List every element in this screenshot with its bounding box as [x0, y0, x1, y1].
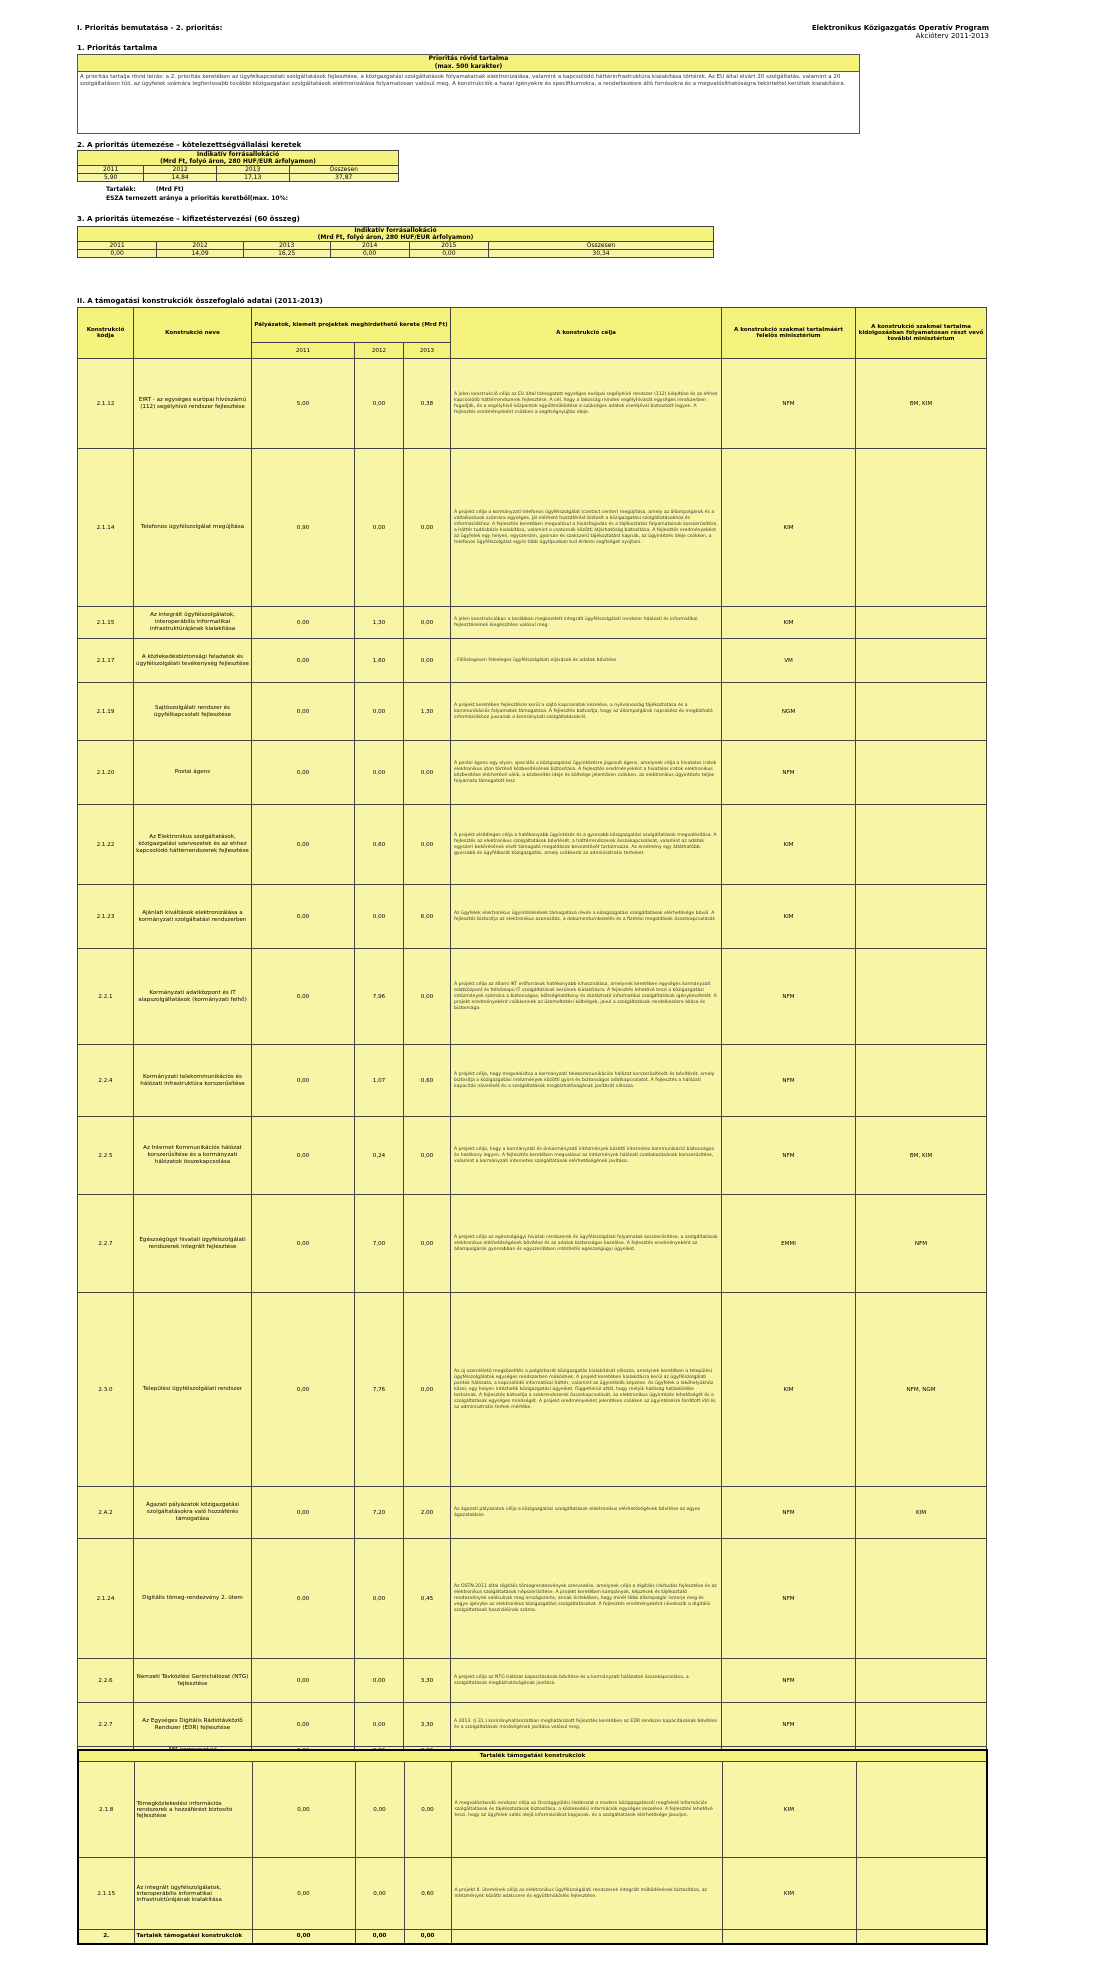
- other-ministry-cell: [856, 1858, 987, 1930]
- value-2012-cell: 0,00: [355, 1858, 404, 1930]
- goal-cell: A jelen konstrukcióban a korábban megkezdett integrált ügyfélszolgálati rendszer hálózati és informatikai fejlesztéseinek kiegészítése valósul meg.: [451, 607, 722, 639]
- other-ministry-cell: NFM: [856, 1195, 987, 1293]
- priority-content-text: A prioritás tartalja rövid leírás: a 2. prioritás keretében az ügyfélkapcsolati szolgáltatások fejlesztése, a közigazgatási szolgáltatások folyamatainak elektronizálása, valamint a kapcsolódó háttérinfrastruktúra kialakítása történik. Az EU által elvárt 20 szolgáltatás, valamint a 20 szolgáltatáson túli, az ügyfelek számára legfontosabb további közigazgatási szolgáltatások elektronizálása folyamatosan valósul meg. A konstrukciók a hazai igényekre és specifikumokra, a rendelkezésre álló forrásokra és a megvalósíthatóságra tekintettel kerültek kialakításra.: [80, 74, 846, 87]
- owner-cell: [722, 1930, 856, 1944]
- total-header-cell: Összesen: [489, 242, 714, 250]
- value-2012-cell: 0,00: [355, 683, 404, 741]
- value-2012-cell: 1,07: [355, 1045, 404, 1117]
- construction-table: [77, 307, 987, 1765]
- other-ministry-cell: [856, 805, 987, 885]
- other-ministry-cell: [856, 683, 987, 741]
- value-2011-cell: 0,00: [252, 1539, 355, 1659]
- col-goal-header: A konstrukció célja: [451, 308, 722, 359]
- document-header-program: [812, 24, 989, 40]
- goal-cell: Az új szemléletű megközelítés a polgárbarát közigazgatás kialakítását célozza, amelynek keretében a települési ügyfélszolgálatok egységes rendszerben működnek. A projekt keretében kialakításra kerül az ügyfélszolgálati pontok hálózata, a kapcsolódó informatikai háttér, valamint az ügyintézők képzése. Az ügyfelek a lakóhelyükhöz közel, egy helyen intézhetik közigazgatási ügyeiket, függetlenül attól, hogy melyik hatóság hatáskörébe tartoznak. A fejlesztés biztosítja a szakrendszerek összekapcsolását, az elektronikus ügyintézés lehetőségét és a szolgáltatások egységes minőségét. A projekt eredményeként jelentősen csökken az ügyintézésre fordított idő és az adminisztratív terhek mértéke.: [451, 1293, 722, 1487]
- value-2011-cell: 0,00: [252, 1762, 355, 1858]
- year-cell: 2012: [157, 242, 244, 250]
- program-subtitle: Akcióterv 2011-2013: [915, 32, 989, 40]
- goal-cell: A postai ágens egy olyan, speciális a közigazgatási ügyintézésre jogosult ágens, amelynek célja a hivatalos iratok elektronikus úton történő kézbesítésének biztosítása. A fejlesztés eredményeként a hivatalos iratok elektronikus kézbesítése elérhetővé válik, a kézbesítés ideje és költsége jelentősen csökken, az elektronikus ügyintézés teljes folyamata támogatott lesz.: [451, 741, 722, 805]
- table-row: [78, 1195, 987, 1293]
- table-row: [78, 1703, 987, 1747]
- value-cell: 0,00: [78, 250, 157, 258]
- name-cell: Települési ügyfélszolgálati rendszer: [134, 1293, 252, 1487]
- commitment-table-head: Indikatív forrásallokáció (Mrd Ft, folyó áron, 280 HUF/EUR árfolyamon): [78, 151, 399, 166]
- value-2013-cell: 0,00: [404, 1195, 451, 1293]
- value-2013-cell: 0,00: [404, 1117, 451, 1195]
- value-2013-cell: 0,60: [404, 1045, 451, 1117]
- value-2013-cell: 0,00: [404, 1762, 451, 1858]
- value-2012-cell: 0,00: [355, 449, 404, 607]
- owner-cell: KIM: [722, 1293, 856, 1487]
- priority-content-heading-line2: (max. 500 karakter): [434, 63, 503, 70]
- col-funds-header: Pályázatok, kiemelt projektek meghirdethető kerete (Mrd Ft): [252, 308, 451, 343]
- value-2011-cell: 0,00: [252, 1117, 355, 1195]
- value-2013-cell: 0,00: [404, 949, 451, 1045]
- other-ministry-cell: [856, 639, 987, 683]
- code-cell: 2.3.0: [78, 1293, 134, 1487]
- owner-cell: KIM: [722, 607, 856, 639]
- goal-cell: Az ágazati pályázatok célja a közigazgatási szolgáltatások elektronikus elérhetőségének bővítése az egyes ágazatokban.: [451, 1487, 722, 1539]
- code-cell: 2.1.17: [78, 639, 134, 683]
- value-2011-cell: 0,00: [252, 1930, 355, 1944]
- reserve-table-title: Tartalék támogatási konstrukciók: [78, 1750, 987, 1762]
- goal-cell: - Fölöslegesen felesleges ügyfélszolgálati eljárások és adatok bővítése: [451, 639, 722, 683]
- name-cell: Egészségügyi hivatali ügyfélszolgálati rendszerek integrált fejlesztése: [134, 1195, 252, 1293]
- col-code-header: Konstrukció kódja: [78, 308, 134, 359]
- owner-cell: KIM: [722, 885, 856, 949]
- reserve-note: Tartalék: (Mrd Ft): [106, 186, 184, 193]
- value-cell: 0,00: [330, 250, 409, 258]
- other-ministry-cell: NFM, NGM: [856, 1293, 987, 1487]
- goal-cell: A projekt II. ütemének célja az elektronikus ügyfélszolgálati rendszerek integrált működésének biztosítása, az intézmények közötti adatcsere és együttműködés fejlesztése.: [451, 1858, 722, 1930]
- value-2013-cell: 17,13: [404, 1755, 451, 1764]
- goal-cell: A projekt célja, hogy megvalósítsa a kormányzati telekommunikációs hálózat korszerűsítését és bővítését, amely biztosítja a közigazgatási intézmények közötti gyors és biztonságos adatkapcsolatot. A fejlesztés a hálózati kapacitás növelését és a szolgáltatások megbízhatóságának javítását célozza.: [451, 1045, 722, 1117]
- code-cell: 2.: [78, 1755, 134, 1764]
- value-cell: 14,09: [157, 250, 244, 258]
- col-name-header: Konstrukció neve: [134, 308, 252, 359]
- code-cell: 2.1.15: [78, 1858, 134, 1930]
- value-2013-cell: 2,00: [404, 1487, 451, 1539]
- goal-cell: Az OSTN 2011 által digitális tömegrendezvények szervezése, amelynek célja a digitális írástudás fejlesztése és az elektronikus szolgáltatások népszerűsítése. A projekt keretében kampányok, képzések és tájékoztató rendezvények valósulnak meg országszerte, annak érdekében, hogy minél több állampolgár ismerje meg és vegye igénybe az elektronikus közigazgatási szolgáltatásokat. A fejlesztés eredményeként növekszik a digitális szolgáltatások használóinak száma.: [451, 1539, 722, 1659]
- other-ministry-cell: [856, 1659, 987, 1703]
- other-ministry-cell: [856, 949, 987, 1045]
- code-cell: 2.1.20: [78, 741, 134, 805]
- value-2013-cell: 0,00: [404, 449, 451, 607]
- value-2012-cell: 7,00: [355, 1195, 404, 1293]
- name-cell: Kormányzati adatközpont és IT alapszolgáltatások (kormányzati felhő): [134, 949, 252, 1045]
- code-cell: 2.2.7: [78, 1703, 134, 1747]
- name-cell: Prioritás: [134, 1755, 252, 1764]
- goal-cell: A 2013. (I.31.) kormányhatározatban meghatározott fejlesztés keretében az EDR rendszer kapacitásának bővítése és a szolgáltatások minőségének javítása valósul meg.: [451, 1703, 722, 1747]
- section-2-title: 2. A prioritás ütemezése – kötelezettségvállalási keretek: [77, 141, 302, 149]
- owner-cell: KIM: [722, 1858, 856, 1930]
- value-total-cell: 30,34: [489, 250, 714, 258]
- value-2011-cell: 0,00: [252, 949, 355, 1045]
- table-row: [78, 639, 987, 683]
- other-ministry-cell: [856, 1930, 987, 1944]
- goal-cell: Az ügyfelek elektronikus ügyintézésének támogatása révén a közigazgatási szolgáltatások elérhetősége bővül. A fejlesztés biztosítja az elektronikus azonosítás, a dokumentumkezelés és a fizetési megoldások összekapcsolását.: [451, 885, 722, 949]
- col-other-header: A konstrukció szakmai tartalma kidolgozásban folyamatosan részt vevő további minisztérium: [856, 308, 987, 359]
- year-cell: 2011: [78, 166, 144, 174]
- section-3-title: 3. A prioritás ütemezése – kifizetéstervezési (60 összeg): [77, 215, 300, 223]
- total-row: [78, 1930, 987, 1944]
- owner-cell: NFM: [722, 1539, 856, 1659]
- year-cell: 2013: [216, 166, 289, 174]
- table-row: [78, 885, 987, 949]
- table-row: [78, 949, 987, 1045]
- value-2011-cell: 0,00: [252, 683, 355, 741]
- value-2012-cell: 1,30: [355, 607, 404, 639]
- table-row: [78, 1762, 987, 1858]
- owner-cell: KIM: [722, 449, 856, 607]
- code-cell: 2.2.7: [78, 1195, 134, 1293]
- value-2013-cell: 0,00: [404, 1293, 451, 1487]
- code-cell: 2.1.12: [78, 359, 134, 449]
- other-ministry-cell: [856, 1762, 987, 1858]
- other-ministry-cell: [856, 1703, 987, 1747]
- name-cell: Az integrált ügyfélszolgálatok, interoperábilis informatikai infrastruktúrájának kialakítása: [134, 1858, 252, 1930]
- value-2012-cell: 0,00: [355, 359, 404, 449]
- owner-cell: NFM: [722, 1703, 856, 1747]
- table-row: [78, 1539, 987, 1659]
- owner-cell: KIM: [722, 805, 856, 885]
- value-2012-cell: 0,00: [355, 1539, 404, 1659]
- goal-cell: A projekt célja, hogy a kormányzati és önkormányzati intézmények közötti internetes kommunikáció biztonságos és hatékony legyen. A fejlesztés keretében megvalósul az intézmények hálózati csatlakozásának korszerűsítése, valamint a kormányzati internetes szolgáltatások elérhetőségének javítása.: [451, 1117, 722, 1195]
- table-row: [78, 683, 987, 741]
- code-cell: 2.1.19: [78, 683, 134, 741]
- col-owner-header: A konstrukció szakmai tartalmáért felelős minisztérium: [722, 308, 856, 359]
- table-row: [78, 741, 987, 805]
- value-2013-cell: 0,00: [404, 1930, 451, 1944]
- reserve-table: [77, 1749, 988, 1945]
- value-2011-cell: 0,00: [252, 885, 355, 949]
- table-row: [78, 1858, 987, 1930]
- name-cell: Az Internet Kommunikációs hálózat korszerűsítése és a kormányzati hálózatok összekapcsolása: [134, 1117, 252, 1195]
- goal-cell: A projekt célja az egészségügyi hivatali rendszerek és ügyfélszolgálati folyamatok korszerűsítése, a szolgáltatások elektronikus elérhetőségének bővítése és az adatok biztonságos kezelése. A fejlesztés eredményeként az állampolgárok gyorsabban és egyszerűbben intézhetik egészségügyi ügyeiket.: [451, 1195, 722, 1293]
- table-row: [78, 1045, 987, 1117]
- name-cell: EIRT - az egységes európai hívószámú (112) segélyhívó rendszer fejlesztése: [134, 359, 252, 449]
- value-2011-cell: 0,00: [252, 607, 355, 639]
- value-cell: 14,84: [144, 174, 217, 182]
- value-2011-cell: 0,00: [252, 1703, 355, 1747]
- owner-cell: NFM: [722, 741, 856, 805]
- name-cell: Telefonos ügyfélszolgálat megújítása: [134, 449, 252, 607]
- year-cell: 2012: [144, 166, 217, 174]
- goal-cell: A projekt elsődleges célja a hatékonyabb ügyintézés és a gyorsabb közigazgatási szolgáltatások megvalósítása. A fejlesztés az elektronikus szolgáltatások bővítését, a háttérrendszerek összekapcsolását, valamint az adatok egyszeri bekérésének elvét támogató megoldások bevezetését tartalmazza. Az eredmény egy átláthatóbb, gyorsabb és ügyfélbarát közigazgatás, amely csökkenti az adminisztratív terheket.: [451, 805, 722, 885]
- name-cell: Tömegközlekedési információs rendszerek a hozzáférést biztosító fejlesztése: [134, 1762, 252, 1858]
- value-2011-cell: 0,90: [252, 449, 355, 607]
- other-ministry-cell: [856, 885, 987, 949]
- code-cell: 2.A.2: [78, 1487, 134, 1539]
- value-cell: 5,90: [78, 174, 144, 182]
- name-cell: Postai ágens: [134, 741, 252, 805]
- value-2011-cell: 0,00: [252, 1659, 355, 1703]
- table-row: [78, 1487, 987, 1539]
- name-cell: Ágazati pályázatok közigazgatási szolgáltatásokra való hozzáférés támogatása: [134, 1487, 252, 1539]
- year-cell: 2014: [330, 242, 409, 250]
- value-2012-cell: 0,24: [355, 1117, 404, 1195]
- year-cell: 2011: [78, 242, 157, 250]
- value-2011-cell: 5,90: [252, 1755, 355, 1764]
- other-ministry-cell: [856, 607, 987, 639]
- owner-cell: NFM: [722, 359, 856, 449]
- value-2011-cell: 0,00: [252, 1747, 355, 1756]
- name-cell: Tartalék támogatási konstrukciók: [134, 1930, 252, 1944]
- priority-content-box: [77, 54, 860, 134]
- other-ministry-cell: KIM: [856, 1487, 987, 1539]
- name-cell: Ajánlati kiváltások elektronizálása a kormányzati szolgáltatási rendszerben: [134, 885, 252, 949]
- year-cell: 2015: [409, 242, 488, 250]
- col-2013-header: 2013: [404, 343, 451, 359]
- goal-cell: A projekt keretében fejlesztésre kerül a sajtó kapcsolatok kezelése, a nyilvánosság tájékoztatása és a kommunikációs folyamatok támogatása. A fejlesztés biztosítja, hogy az állampolgárok naprakész és megbízható információkhoz jussanak a kormányzati szolgáltatásokról.: [451, 683, 722, 741]
- payment-table: [77, 226, 714, 258]
- value-2011-cell: 0,00: [252, 639, 355, 683]
- owner-cell: NFM: [722, 1487, 856, 1539]
- other-ministry-cell: [856, 1539, 987, 1659]
- value-2013-cell: 3,30: [404, 1703, 451, 1747]
- table-row: [78, 1293, 987, 1487]
- value-2012-cell: 1,60: [355, 639, 404, 683]
- other-ministry-cell: BM, KIM: [856, 359, 987, 449]
- code-cell: 2.1.14: [78, 449, 134, 607]
- code-cell: 2.1.8: [78, 1762, 134, 1858]
- value-2013-cell: 0,00: [404, 639, 451, 683]
- owner-cell: NFM: [722, 1045, 856, 1117]
- value-2013-cell: 0,38: [404, 359, 451, 449]
- table-row: [78, 449, 987, 607]
- program-name: Elektronikus Közigazgatás Operatív Program: [811, 24, 989, 32]
- value-cell: 17,13: [216, 174, 289, 182]
- value-2011-cell: 0,00: [252, 741, 355, 805]
- value-2012-cell: 7,96: [355, 949, 404, 1045]
- code-cell: 2.2.5: [78, 1117, 134, 1195]
- owner-cell: EMMI: [722, 1195, 856, 1293]
- value-2011-cell: 0,00: [252, 1045, 355, 1117]
- col-2011-header: 2011: [252, 343, 355, 359]
- value-2011-cell: 0,00: [252, 805, 355, 885]
- value-2012-cell: 7,76: [355, 1293, 404, 1487]
- goal-cell: A megvalósítandó rendszer célja az Országgyűlési Határozat a modern közigazgatásról megfelelő információs szolgáltatások és tájékoztatások biztosítása, a közlekedési információk egységes kezelése. A fejlesztés lehetővé teszi, hogy az ügyfelek valós idejű információkat kapjanak, és a szolgáltatások elérhetősége javuljon.: [451, 1762, 722, 1858]
- document-header-title: I. Prioritás bemutatása - 2. prioritás:: [77, 24, 223, 32]
- value-2013-cell: 6,00: [404, 885, 451, 949]
- owner-cell: VM: [722, 639, 856, 683]
- code-cell: 2.2.6: [78, 1659, 134, 1703]
- value-2013-cell: 3,30: [404, 1659, 451, 1703]
- value-2012-cell: 0,00: [355, 1703, 404, 1747]
- value-2013-cell: 0,00: [404, 607, 451, 639]
- code-cell: 2.1.24: [78, 1539, 134, 1659]
- value-2013-cell: 0,30: [404, 1747, 451, 1756]
- table-row: [78, 1659, 987, 1703]
- owner-cell: KIM: [722, 1762, 856, 1858]
- goal-cell: [451, 1930, 722, 1944]
- section-1-title: 1. Prioritás tartalma: [77, 44, 158, 52]
- value-2012-cell: 0,00: [355, 1762, 404, 1858]
- name-cell: ÁFA kompenzáció: [134, 1747, 252, 1756]
- owner-cell: NFM: [722, 1659, 856, 1703]
- value-2011-cell: 0,00: [252, 1195, 355, 1293]
- value-2012-cell: 0,60: [355, 805, 404, 885]
- goal-cell: A projekt célja az állami IKT erőforrások hatékonyabb kihasználása, amelynek keretében egységes kormányzati adatközpont és felhőalapú IT szolgáltatások kerülnek kialakításra. A fejlesztés lehetővé teszi a közigazgatási intézmények számára a biztonságos, költséghatékony és skálázható informatikai szolgáltatások igénybevételét. A projekt eredményeként csökkennek az üzemeltetési költségek, javul a szolgáltatások rendelkezésre állása és biztonsága.: [451, 949, 722, 1045]
- code-cell: 2.1.22: [78, 805, 134, 885]
- owner-cell: NFM: [722, 1117, 856, 1195]
- value-2011-cell: 0,00: [252, 1487, 355, 1539]
- name-cell: Az Elektronikus szolgáltatások, közigazgatási szervezetek és az ehhez kapcsolódó háttérrendszerek fejlesztése: [134, 805, 252, 885]
- other-ministry-cell: [856, 449, 987, 607]
- value-2011-cell: 0,00: [252, 1293, 355, 1487]
- owner-cell: NFM: [722, 949, 856, 1045]
- other-ministry-cell: BM, KIM: [856, 1117, 987, 1195]
- table-row: [78, 805, 987, 885]
- value-2013-cell: 0,60: [404, 1858, 451, 1930]
- code-cell: 2.: [78, 1930, 134, 1944]
- value-2012-cell: 0,00: [355, 1747, 404, 1756]
- owner-cell: NGM: [722, 683, 856, 741]
- value-cell: 0,00: [409, 250, 488, 258]
- table-row: [78, 607, 987, 639]
- code-cell: 2.2.1: [78, 949, 134, 1045]
- year-cell: 2013: [243, 242, 330, 250]
- value-2012-cell: 0,00: [355, 1659, 404, 1703]
- goal-cell: A jelen konstrukció célja az EU által támogatott egységes európai segélyhívó rendszer (112) kiépítése és az ehhez kapcsolódó háttérrendszerek fejlesztése. A cél, hogy a lakosság minden segélyhívását egységes rendszerben fogadják, és a segélyhívó központok együttműködése a szükséges adatok cseréjével biztosított legyen. A fejlesztés eredményeként csökken a segítségnyújtás ideje.: [451, 359, 722, 449]
- value-2013-cell: 0,00: [404, 805, 451, 885]
- value-2012-cell: 14,84: [355, 1755, 404, 1764]
- table-row: [78, 1117, 987, 1195]
- value-total-cell: 37,87: [289, 174, 398, 182]
- name-cell: Digitális tömeg-rendezvény 2. ütem: [134, 1539, 252, 1659]
- name-cell: Kormányzati telekommunikációs és hálózati infrastruktúra korszerűsítése: [134, 1045, 252, 1117]
- value-2013-cell: 1,30: [404, 683, 451, 741]
- name-cell: Az Egységes Digitális Rádiótávközlő Rendszer (EDR) fejlesztése: [134, 1703, 252, 1747]
- value-cell: 16,25: [243, 250, 330, 258]
- name-cell: Az integrált ügyfélszolgálatok, interoperábilis informatikai infrastruktúrájának kialakítása: [134, 607, 252, 639]
- esza-note: ESZA ternezett aránya a prioritás keretből(max. 10%:: [106, 195, 288, 202]
- table-row: [78, 359, 987, 449]
- value-2012-cell: 7,20: [355, 1487, 404, 1539]
- code-cell: 2.2.4: [78, 1045, 134, 1117]
- value-2012-cell: 0,00: [355, 741, 404, 805]
- name-cell: Nemzeti Távközlési Gerinchálózat (NTG) fejlesztése: [134, 1659, 252, 1703]
- col-2012-header: 2012: [355, 343, 404, 359]
- total-header-cell: Összesen: [289, 166, 398, 174]
- name-cell: Sajtószolgálati rendszer és ügyfélkapcsolati fejlesztése: [134, 683, 252, 741]
- goal-cell: A projekt célja a kormányzati telefonos ügyfélszolgálat (contact center) megújítása, amely az állampolgárok és a vállalkozások számára egységes, jól elérhető hozzáférést biztosít a közigazgatási szolgáltatásokhoz és információkhoz. A fejlesztés keretében megvalósul a hívásfogadás és a tájékoztatás folyamatainak korszerűsítése, a háttér tudásbázis kialakítása, valamint a csatornák közötti átjárhatóság biztosítása. A fejlesztés eredményeként az ügyfelek egy helyen, egyszerűen, gyorsan és szakszerű tájékoztatást kapnak, az ügyintézés ideje csökken, a telefonos ügyfélszolgálat egyre több ügytípusban tud érdemi segítséget nyújtani.: [451, 449, 722, 607]
- value-2012-cell: 0,00: [355, 885, 404, 949]
- payment-table-head: Indikatív forrásallokáció (Mrd Ft, folyó áron, 280 HUF/EUR árfolyamon): [78, 227, 714, 242]
- priority-content-heading: [78, 55, 859, 72]
- code-cell: 2.1.23: [78, 885, 134, 949]
- code-cell: 2.1.15: [78, 607, 134, 639]
- name-cell: A közlekedésbiztonsági feladatok és ügyfélszolgálati tevékenység fejlesztése: [134, 639, 252, 683]
- value-2013-cell: 0,00: [404, 741, 451, 805]
- section-ii-title: II. A támogatási konstrukciók összefoglaló adatai (2011-2013): [77, 297, 323, 305]
- goal-cell: A projekt célja az NTG hálózat kapacitásának bővítése és a kormányzati hálózatok összekapcsolása, a szolgáltatások megbízhatóságának javítása.: [451, 1659, 722, 1703]
- value-2013-cell: 0,45: [404, 1539, 451, 1659]
- other-ministry-cell: [856, 741, 987, 805]
- commitment-table: [77, 150, 399, 182]
- value-2011-cell: 5,00: [252, 359, 355, 449]
- priority-content-heading-line1: Prioritás rövid tartalma: [428, 55, 509, 62]
- value-2011-cell: 0,00: [252, 1858, 355, 1930]
- other-ministry-cell: [856, 1045, 987, 1117]
- value-2012-cell: 0,00: [355, 1930, 404, 1944]
